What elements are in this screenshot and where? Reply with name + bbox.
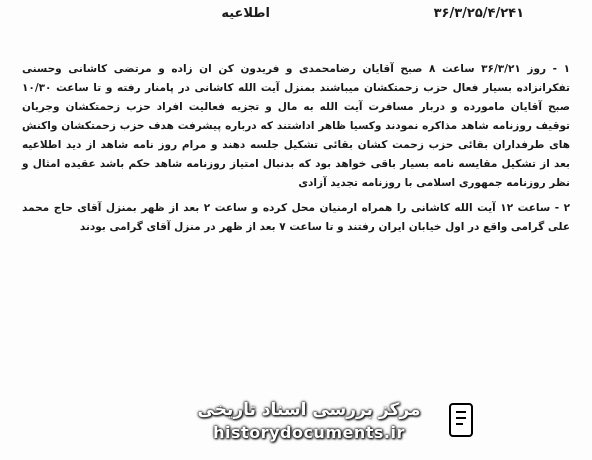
classification-label: اطلاعیه bbox=[221, 6, 270, 21]
document-header bbox=[60, 6, 530, 24]
archive-emblem-icon bbox=[446, 400, 476, 440]
document-body bbox=[22, 60, 570, 243]
watermark-title: مرکز بررسی اسناد تاریخی bbox=[197, 400, 421, 420]
reference-number: ۳۶/۳/۲۵/۴/۲۴۱ bbox=[433, 6, 524, 21]
paragraph-1: ۱ - روز ۳۶/۳/۲۱ ساعت ۸ صبح آقایان رضامحمدی و فریدون کن ان زاده و مرتضی کاشانی وحسنی تفکرانزاده بسیار فعال حزب زحمتکشان میباشند بمنزل آیت الله کاشانی در پامنار رفته و تا ساعت ۱۰/۳۰ صبح آقایان مامورده و دربار مسافرت آیت الله به مال و تجزیه فعالیت افراد حزب زحمتکشان وجریان توقیف روزنامه شاهد مذاکره نمودند وکسیا ظاهر اداشتند که درباره پیشرفت هدف حزب زحمتکشان واکنش های طرفداران بقائی حزب زحمت کشان بقائی تشکیل جلسه دهند و مرام روز نامه شاهد از دید اطلاعیه بعد از تشکیل مقایسه نامه بسیار باقی خواهد بود که بدنبال امتیاز روزنامه شاهد حکم باشد عقیده امثال و نظر روزنامه جمهوری اسلامی با روزنامه تجدید آزادی bbox=[22, 63, 570, 189]
paragraph-2: ۲ - ساعت ۱۲ آیت الله کاشانی را همراه ارمنیان محل کرده و ساعت ۲ بعد از ظهر بمنزل آقای حاج محمد علی گرامی واقع در اول خیابان ایران رفتند و تا ساعت ۷ بعد از ظهر در منزل آقای گرامی بودند bbox=[22, 202, 570, 233]
watermark-url: historydocuments.ir bbox=[213, 423, 405, 442]
archive-watermark bbox=[174, 398, 444, 454]
